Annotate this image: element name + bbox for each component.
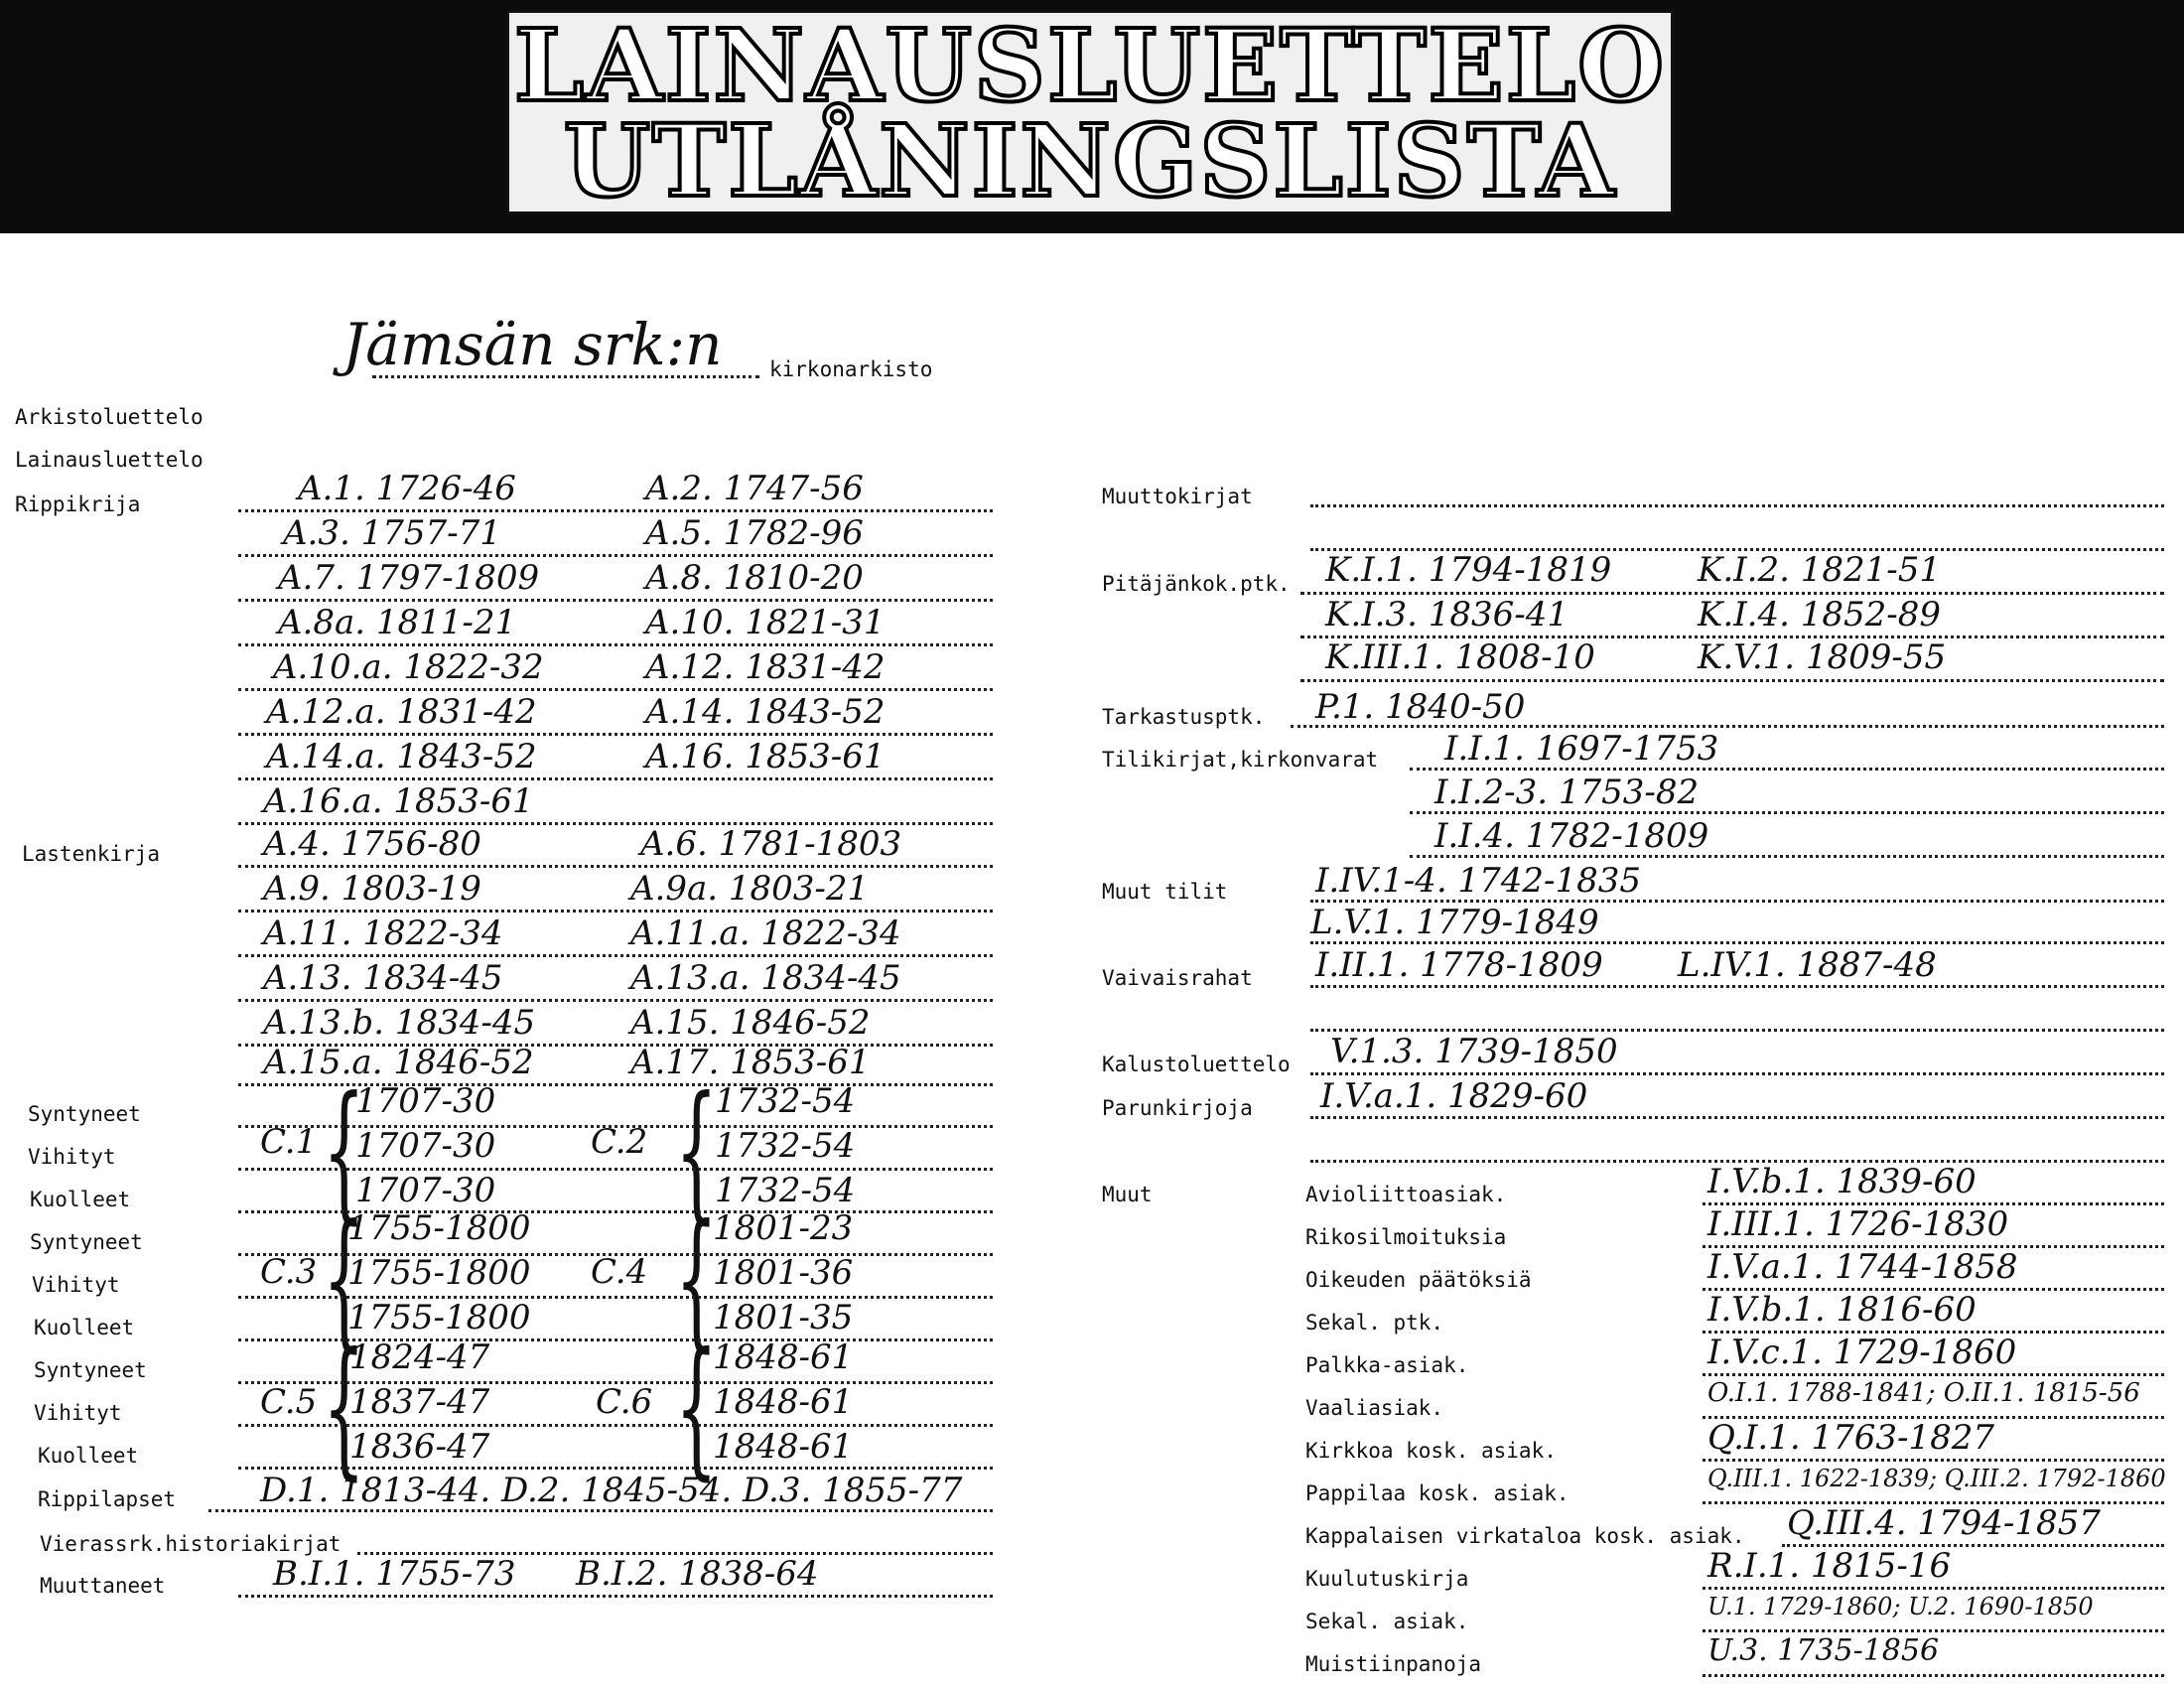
label-vierassrk: Vierassrk.historiakirjat bbox=[40, 1532, 341, 1556]
rippikirja-entry: A.16. 1853-61 bbox=[645, 737, 886, 776]
muut-item-value: I.V.b.1. 1839-60 bbox=[1707, 1162, 1977, 1201]
tilikirjat-entry: I.I.1. 1697-1753 bbox=[1444, 729, 1719, 769]
rippikirja-entry: A.5. 1782-96 bbox=[645, 513, 864, 553]
c-range: 1837-47 bbox=[349, 1382, 490, 1422]
dotted-line bbox=[238, 509, 993, 512]
label-vihityt: Vihityt bbox=[28, 1145, 116, 1169]
label-tilikirjat: Tilikirjat,kirkonvarat bbox=[1102, 748, 1379, 772]
c-code: C.5 bbox=[260, 1382, 318, 1422]
muuttaneet-entry: B.I.2. 1838-64 bbox=[576, 1554, 819, 1594]
tilikirjat-entry: I.I.2-3. 1753-82 bbox=[1434, 773, 1700, 812]
dotted-line bbox=[238, 865, 993, 868]
rippikirja-entry: A.8a. 1811-21 bbox=[278, 603, 517, 642]
dotted-line bbox=[1310, 1072, 2164, 1075]
dotted-line bbox=[1291, 725, 2164, 728]
c-range: 1824-47 bbox=[349, 1337, 490, 1377]
label-muut: Muut bbox=[1102, 1183, 1153, 1206]
rippikirja-entry: A.16.a. 1853-61 bbox=[263, 781, 534, 821]
brace: { bbox=[323, 1322, 365, 1494]
muut-item-label: Kirkkoa kosk. asiak. bbox=[1305, 1439, 1557, 1463]
brace: { bbox=[675, 1194, 718, 1366]
dotted-line bbox=[238, 599, 993, 602]
brace: { bbox=[675, 1065, 718, 1238]
dotted-line bbox=[1310, 941, 2164, 944]
dotted-line bbox=[238, 1424, 993, 1427]
c-range: 1755-1800 bbox=[347, 1253, 531, 1293]
c-range: 1801-23 bbox=[713, 1208, 854, 1248]
muut-item-value: I.V.a.1. 1744-1858 bbox=[1707, 1247, 2018, 1287]
c-range: 1755-1800 bbox=[347, 1298, 531, 1337]
pitajankok-entry: K.I.4. 1852-89 bbox=[1698, 595, 1941, 634]
parish-name: Jämsän srk:n bbox=[342, 311, 723, 378]
c-code: C.3 bbox=[260, 1252, 318, 1292]
dotted-line bbox=[238, 954, 993, 957]
brace: { bbox=[323, 1065, 365, 1238]
dotted-line bbox=[1703, 1373, 2164, 1376]
lastenkirja-entry: A.11.a. 1822-34 bbox=[630, 914, 901, 953]
dotted-line bbox=[1703, 1629, 2164, 1632]
lastenkirja-entry: A.13.b. 1834-45 bbox=[263, 1003, 536, 1043]
label-arkistoluettelo: Arkistoluettelo bbox=[15, 405, 204, 429]
muut-item-value: Q.III.1. 1622-1839; Q.III.2. 1792-1860 bbox=[1707, 1465, 2166, 1492]
muuttaneet-entry: B.I.1. 1755-73 bbox=[273, 1554, 516, 1594]
rippikirja-entry: A.14. 1843-52 bbox=[645, 692, 886, 732]
rippikirja-entry: A.7. 1797-1809 bbox=[278, 558, 540, 598]
pitajankok-entry: K.V.1. 1809-55 bbox=[1698, 637, 1947, 677]
title-banner bbox=[506, 7, 1674, 219]
label-muut-tilit: Muut tilit bbox=[1102, 880, 1228, 904]
muut-item-label: Muistiinpanoja bbox=[1305, 1652, 1482, 1676]
muut-item-value: I.V.b.1. 1816-60 bbox=[1707, 1290, 1977, 1330]
dotted-line bbox=[1410, 855, 2164, 858]
label-pitajankok: Pitäjänkok.ptk. bbox=[1102, 572, 1291, 596]
c-range: 1848-61 bbox=[713, 1382, 854, 1422]
title-swedish: UTLÅNINGSLISTA bbox=[563, 102, 1617, 219]
c-range: 1801-35 bbox=[713, 1298, 854, 1337]
label-syntyneet: Syntyneet bbox=[28, 1102, 141, 1126]
label-muuttaneet: Muuttaneet bbox=[40, 1574, 166, 1598]
muut-item-label: Vaaliasiak. bbox=[1305, 1396, 1444, 1420]
pitajankok-entry: K.I.1. 1794-1819 bbox=[1325, 550, 1612, 590]
dotted-line bbox=[238, 1381, 993, 1384]
label-syntyneet: Syntyneet bbox=[34, 1358, 147, 1382]
c-range: 1848-61 bbox=[713, 1337, 854, 1377]
label-kuolleet: Kuolleet bbox=[38, 1444, 139, 1468]
dotted-line bbox=[238, 910, 993, 913]
c-code: C.6 bbox=[596, 1382, 653, 1422]
label-vihityt: Vihityt bbox=[34, 1401, 122, 1425]
lastenkirja-entry: A.9. 1803-19 bbox=[263, 869, 481, 909]
dotted-line bbox=[1703, 1459, 2164, 1462]
muut-item-value: R.I.1. 1815-16 bbox=[1707, 1546, 1952, 1586]
dotted-line bbox=[1410, 811, 2164, 814]
dotted-line bbox=[238, 1467, 993, 1470]
dotted-line bbox=[238, 1125, 993, 1128]
c-range: 1707-30 bbox=[355, 1171, 496, 1210]
c-range: 1732-54 bbox=[715, 1081, 856, 1121]
lastenkirja-entry: A.15. 1846-52 bbox=[630, 1003, 871, 1043]
muut-item-value: Q.I.1. 1763-1827 bbox=[1707, 1418, 1995, 1458]
pitajankok-entry: K.I.3. 1836-41 bbox=[1325, 595, 1569, 634]
lastenkirja-entry: A.15.a. 1846-52 bbox=[263, 1043, 534, 1082]
dotted-line bbox=[238, 1296, 993, 1299]
dotted-line bbox=[1703, 1587, 2164, 1590]
muut-item-value: I.V.c.1. 1729-1860 bbox=[1707, 1333, 2017, 1372]
muut-item-label: Kappalaisen virkataloa kosk. asiak. bbox=[1305, 1524, 1745, 1548]
muut-item-value: O.I.1. 1788-1841; O.II.1. 1815-56 bbox=[1707, 1378, 2140, 1408]
label-rippikirja: Rippikrija bbox=[15, 492, 141, 516]
archive-type-label: kirkonarkisto bbox=[769, 357, 933, 381]
tilikirjat-entry: I.I.4. 1782-1809 bbox=[1434, 816, 1709, 856]
c-code: C.1 bbox=[260, 1122, 318, 1162]
vaivaisrahat-entry: I.II.1. 1778-1809 bbox=[1315, 945, 1603, 985]
dotted-line bbox=[238, 643, 993, 646]
c-range: 1707-30 bbox=[355, 1126, 496, 1166]
c-range: 1755-1800 bbox=[347, 1208, 531, 1248]
parunkirjoja-entry: I.V.a.1. 1829-60 bbox=[1320, 1076, 1588, 1116]
dotted-line bbox=[372, 375, 759, 378]
dotted-line bbox=[238, 688, 993, 691]
dotted-line bbox=[238, 1595, 993, 1598]
muut-tilit-entry: I.IV.1-4. 1742-1835 bbox=[1315, 861, 1641, 901]
label-kalusto: Kalustoluettelo bbox=[1102, 1053, 1291, 1076]
c-range: 1732-54 bbox=[715, 1171, 856, 1210]
brace: { bbox=[675, 1322, 718, 1494]
rippikirja-entry: A.3. 1757-71 bbox=[283, 513, 501, 553]
label-tarkastus: Tarkastusptk. bbox=[1102, 705, 1266, 729]
muut-item-label: Pappilaa kosk. asiak. bbox=[1305, 1481, 1570, 1505]
title-finnish: LAINAUSLUETTELO bbox=[513, 7, 1667, 124]
label-parunkirjoja: Parunkirjoja bbox=[1102, 1096, 1253, 1120]
muut-item-label: Sekal. asiak. bbox=[1305, 1610, 1469, 1633]
dotted-line bbox=[238, 999, 993, 1002]
muut-item-label: Rikosilmoituksia bbox=[1305, 1225, 1507, 1249]
dotted-line bbox=[238, 777, 993, 780]
dotted-line bbox=[1300, 679, 2164, 682]
rippikirja-entry: A.8. 1810-20 bbox=[645, 558, 864, 598]
rippikirja-entry: A.10.a. 1822-32 bbox=[273, 647, 544, 687]
muut-item-value: I.III.1. 1726-1830 bbox=[1707, 1204, 2009, 1244]
muut-item-label: Palkka-asiak. bbox=[1305, 1353, 1469, 1377]
dotted-line bbox=[1410, 768, 2164, 771]
rippikirja-entry: A.12. 1831-42 bbox=[645, 647, 886, 687]
pitajankok-entry: K.I.2. 1821-51 bbox=[1698, 550, 1941, 590]
muut-item-label: Sekal. ptk. bbox=[1305, 1311, 1444, 1335]
label-rippilapset: Rippilapset bbox=[38, 1487, 177, 1511]
muut-item-value: Q.III.4. 1794-1857 bbox=[1787, 1503, 2101, 1543]
label-muuttokirjat: Muuttokirjat bbox=[1102, 485, 1253, 508]
c-range: 1732-54 bbox=[715, 1126, 856, 1166]
lastenkirja-entry: A.11. 1822-34 bbox=[263, 914, 503, 953]
pitajankok-entry: K.III.1. 1808-10 bbox=[1325, 637, 1595, 677]
muut-item-value: U.1. 1729-1860; U.2. 1690-1850 bbox=[1707, 1593, 2094, 1620]
c-range: 1836-47 bbox=[349, 1427, 490, 1467]
muut-tilit-entry: L.V.1. 1779-1849 bbox=[1310, 903, 1599, 942]
dotted-line bbox=[238, 1253, 993, 1256]
muut-item-label: Oikeuden päätöksiä bbox=[1305, 1268, 1532, 1292]
lastenkirja-entry: A.13.a. 1834-45 bbox=[630, 958, 901, 998]
dotted-line bbox=[208, 1509, 993, 1512]
rippikirja-entry: A.12.a. 1831-42 bbox=[266, 692, 537, 732]
rippikirja-entry: A.2. 1747-56 bbox=[645, 469, 864, 508]
lastenkirja-entry: A.17. 1853-61 bbox=[630, 1043, 871, 1082]
dotted-line bbox=[1310, 1116, 2164, 1119]
dotted-line bbox=[1703, 1674, 2164, 1677]
label-syntyneet: Syntyneet bbox=[30, 1230, 143, 1254]
vaivaisrahat-entry: L.IV.1. 1887-48 bbox=[1678, 945, 1937, 985]
label-vihityt: Vihityt bbox=[32, 1273, 120, 1297]
lastenkirja-entry: A.4. 1756-80 bbox=[263, 824, 481, 864]
c-code: C.2 bbox=[591, 1122, 648, 1162]
tarkastus-entry: P.1. 1840-50 bbox=[1315, 687, 1526, 727]
muut-item-value: U.3. 1735-1856 bbox=[1707, 1633, 1940, 1668]
lastenkirja-entry: A.6. 1781-1803 bbox=[640, 824, 902, 864]
muut-item-label: Kuulutuskirja bbox=[1305, 1567, 1469, 1591]
c-code: C.4 bbox=[591, 1252, 648, 1292]
label-lainausluettelo: Lainausluettelo bbox=[15, 448, 204, 472]
dotted-line bbox=[238, 733, 993, 736]
rippilapset-entries: D.1. 1813-44. D.2. 1845-54. D.3. 1855-77 bbox=[260, 1471, 963, 1510]
dotted-line bbox=[1310, 985, 2164, 988]
label-kuolleet: Kuolleet bbox=[34, 1316, 135, 1339]
label-lastenkirja: Lastenkirja bbox=[22, 842, 161, 866]
label-vaivaisrahat: Vaivaisrahat bbox=[1102, 966, 1253, 990]
lastenkirja-entry: A.13. 1834-45 bbox=[263, 958, 503, 998]
dotted-line bbox=[238, 1168, 993, 1171]
c-range: 1848-61 bbox=[713, 1427, 854, 1467]
label-kuolleet: Kuolleet bbox=[30, 1188, 131, 1211]
rippikirja-entry: A.14.a. 1843-52 bbox=[266, 737, 537, 776]
c-range: 1801-36 bbox=[713, 1253, 854, 1293]
brace: { bbox=[323, 1194, 365, 1366]
dotted-line bbox=[238, 554, 993, 557]
muut-item-label: Avioliittoasiak. bbox=[1305, 1183, 1507, 1206]
rippikirja-entry: A.1. 1726-46 bbox=[298, 469, 516, 508]
rippikirja-entry: A.10. 1821-31 bbox=[645, 603, 886, 642]
dotted-line bbox=[1310, 504, 2164, 507]
lastenkirja-entry: A.9a. 1803-21 bbox=[630, 869, 870, 909]
kalusto-entry: V.1.3. 1739-1850 bbox=[1330, 1032, 1618, 1071]
c-range: 1707-30 bbox=[355, 1081, 496, 1121]
